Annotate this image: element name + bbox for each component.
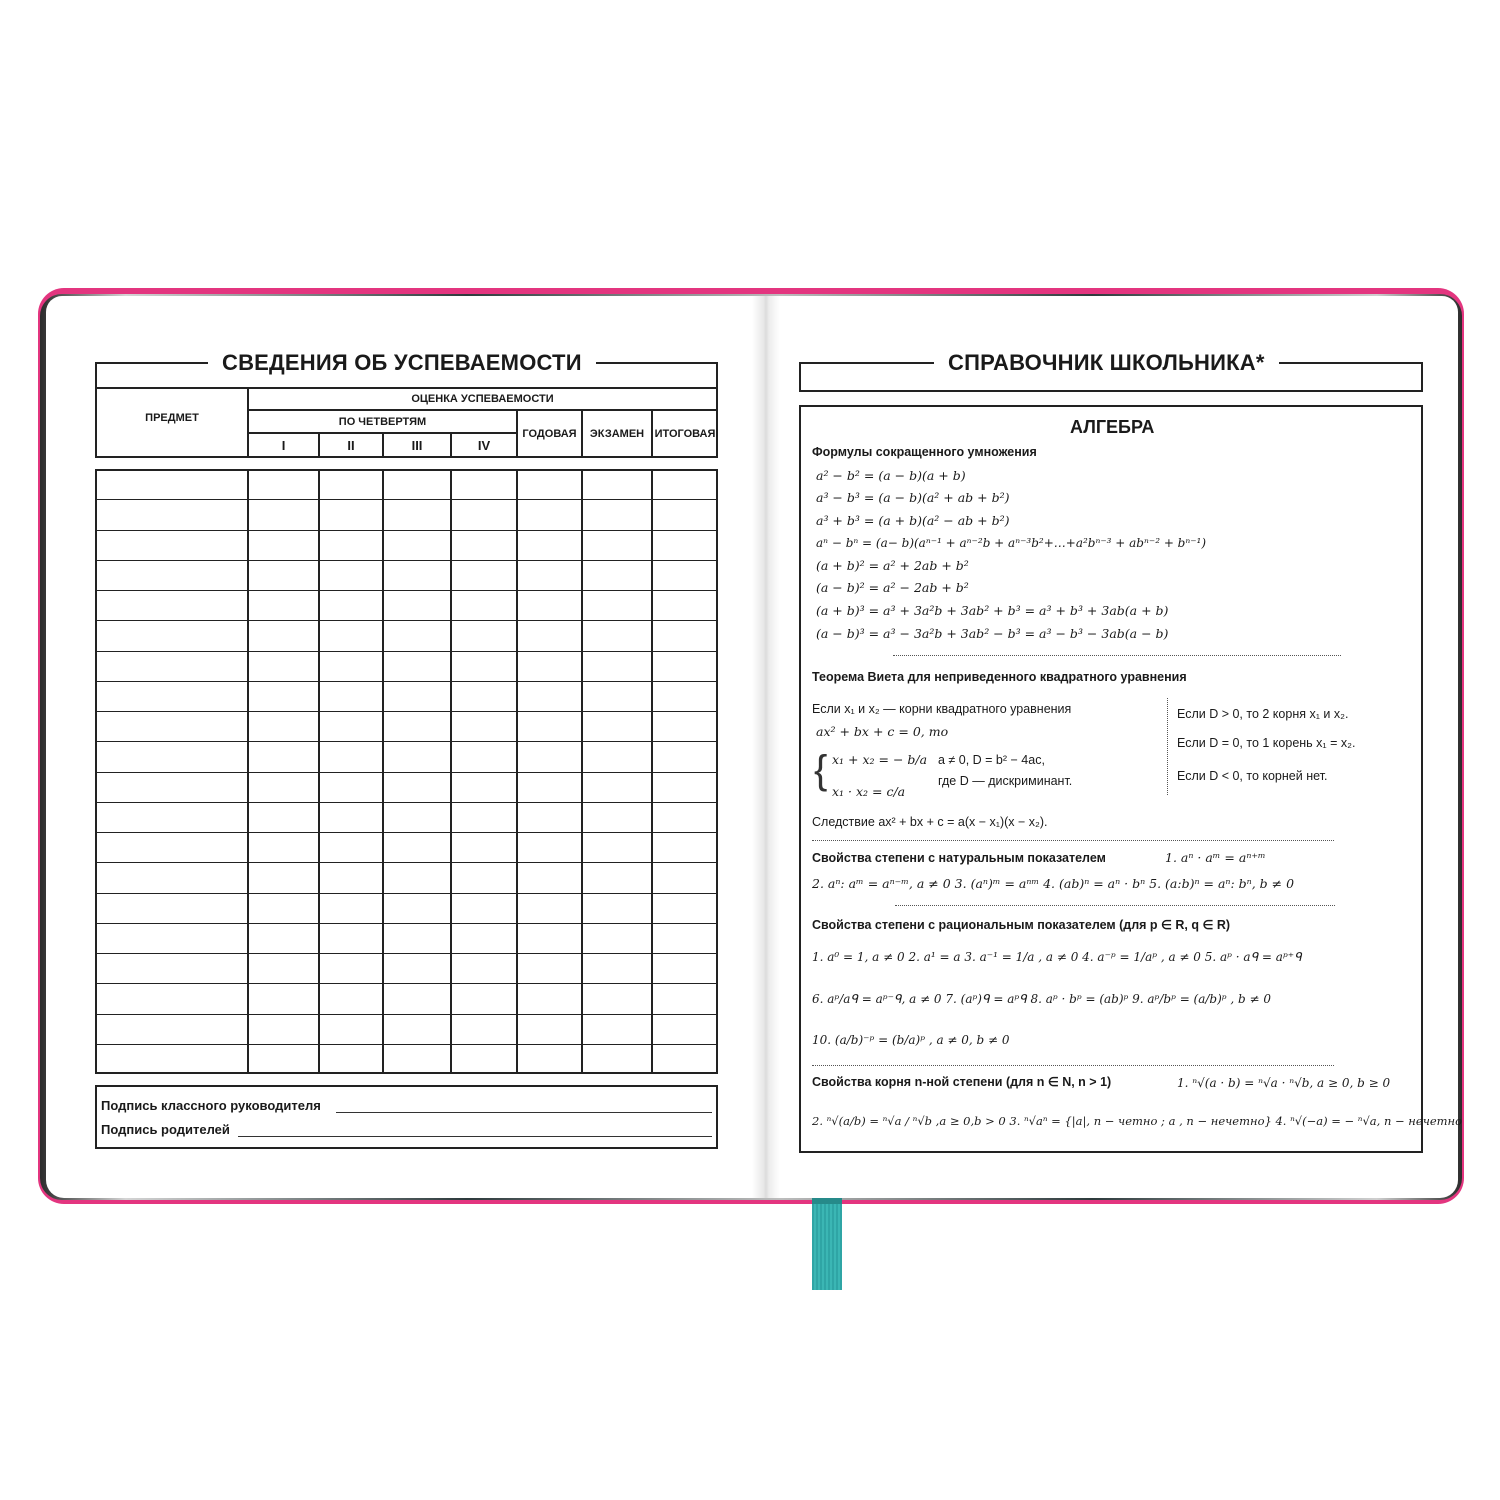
grid-row-line [95, 802, 718, 803]
grid-row-line [95, 983, 718, 984]
grid-row-line [95, 923, 718, 924]
final-header: ИТОГОВАЯ [654, 427, 716, 440]
vieta-line-1: Если x₁ и x₂ — корни квадратного уравнения [812, 702, 1072, 716]
grid-row-line [95, 530, 718, 531]
rat-powers-heading: Свойства степени с рациональным показателем (для p ∈ R, q ∈ R) [812, 918, 1231, 932]
formula-1: a² − b² = (a − b)(a + b) [816, 468, 966, 483]
vieta-brace: { [814, 748, 828, 792]
parents-signature-line[interactable] [238, 1136, 712, 1137]
grid-row-line [95, 681, 718, 682]
teacher-signature-line[interactable] [336, 1112, 712, 1113]
right-page-title: СПРАВОЧНИК ШКОЛЬНИКА* [934, 350, 1279, 376]
vieta-corollary: Следствие ax² + bx + c = a(x − x₁)(x − x₂). [812, 815, 1048, 829]
formula-7: (a + b)³ = a³ + 3a²b + 3ab² + b³ = a³ + b³ + 3ab(a + b) [816, 603, 1169, 618]
annual-header: ГОДОВАЯ [522, 427, 577, 440]
formula-8: (a − b)³ = a³ − 3a²b + 3ab² − b³ = a³ − b³ − 3ab(a − b) [816, 626, 1169, 641]
nat-power-1: 1. aⁿ · aᵐ = aⁿ⁺ᵐ [1165, 850, 1266, 865]
grid-row-line [95, 741, 718, 742]
grid-row-line [95, 560, 718, 561]
quarter-3-header: III [411, 437, 423, 453]
page-gutter [752, 296, 780, 1198]
grid-row-line [95, 1014, 718, 1015]
vieta-heading: Теорема Виета для неприведенного квадратного уравнения [812, 670, 1187, 684]
grid-row-line [95, 620, 718, 621]
formula-5: (a + b)² = a² + 2ab + b² [816, 558, 969, 573]
parents-signature-label: Подпись родителей [101, 1122, 230, 1137]
grid-row-line [95, 832, 718, 833]
grid-row-line [95, 953, 718, 954]
grid-row-line [95, 1044, 718, 1045]
formula-2: a³ − b³ = (a − b)(a² + ab + b²) [816, 490, 1010, 505]
root-property-row: 2. ⁿ√(a/b) = ⁿ√a / ⁿ√b ,a ≥ 0,b > 0 3. ⁿ√aⁿ = {|a|, n − четно ; a , n − нечетно} 4. ⁿ√(−a) = − ⁿ√a, n − нечетно [812, 1114, 1463, 1128]
nat-powers-heading: Свойства степени с натуральным показателем [812, 851, 1106, 865]
vieta-system-sum: x₁ + x₂ = − b/a [832, 752, 928, 767]
rat-power-row-3: 10. (a/b)⁻ᵖ = (b/a)ᵖ , a ≠ 0, b ≠ 0 [812, 1033, 1010, 1047]
grades-header: ОЦЕНКА УСПЕВАЕМОСТИ [411, 393, 554, 405]
formula-3: a³ + b³ = (a + b)(a² − ab + b²) [816, 513, 1010, 528]
rat-power-row-1: 1. a⁰ = 1, a ≠ 0 2. a¹ = a 3. a⁻¹ = 1/a , a ≠ 0 4. a⁻ᵖ = 1/aᵖ , a ≠ 0 5. aᵖ · aᑫ = aᵖ⁺ᑫ [812, 950, 1302, 964]
quarter-2-header: II [347, 437, 355, 453]
roots-heading: Свойства корня n-ной степени (для n ∈ N, n > 1) [812, 1075, 1112, 1089]
left-page-title: СВЕДЕНИЯ ОБ УСПЕВАЕМОСТИ [208, 350, 596, 376]
grid-row-line [95, 893, 718, 894]
grid-row-line [95, 499, 718, 500]
grid-row-line [95, 772, 718, 773]
root-property-1: 1. ⁿ√(a · b) = ⁿ√a · ⁿ√b, a ≥ 0, b ≥ 0 [1177, 1076, 1391, 1090]
vieta-line-2: ax² + bx + c = 0, то [816, 724, 949, 739]
formula-6: (a − b)² = a² − 2ab + b² [816, 580, 969, 595]
nat-power-row: 2. aⁿ: aᵐ = aⁿ⁻ᵐ, a ≠ 0 3. (aⁿ)ᵐ = aⁿᵐ 4. (ab)ⁿ = aⁿ · bⁿ 5. (a:b)ⁿ = aⁿ: bⁿ, b ≠ 0 [812, 876, 1295, 891]
vieta-system-product: x₁ · x₂ = c/a [832, 784, 906, 799]
grid-row-line [95, 862, 718, 863]
teacher-signature-label: Подпись классного руководителя [101, 1098, 321, 1113]
separator-4 [812, 1065, 1334, 1066]
vieta-condition-1: a ≠ 0, D = b² − 4ac, [938, 753, 1045, 767]
grid-row-line [95, 651, 718, 652]
discriminant-positive: Если D > 0, то 2 корня x₁ и x₂. [1177, 707, 1349, 721]
bookmark-ribbon[interactable] [812, 1198, 842, 1290]
quarters-header: ПО ЧЕТВЕРТЯМ [338, 415, 427, 428]
grid-row-line [95, 590, 718, 591]
quarter-1-header: I [281, 437, 286, 453]
subject-header: ПРЕДМЕТ [145, 411, 199, 424]
algebra-title: АЛГЕБРА [1070, 417, 1155, 437]
vieta-condition-2: где D — дискриминант. [938, 774, 1073, 788]
quarter-4-header: IV [477, 437, 491, 453]
separator-1 [893, 655, 1341, 656]
formula-4: aⁿ − bⁿ = (a− b)(aⁿ⁻¹ + aⁿ⁻²b + aⁿ⁻³b²+…+a²bⁿ⁻³ + abⁿ⁻² + bⁿ⁻¹) [816, 536, 1207, 550]
discriminant-zero: Если D = 0, то 1 корень x₁ = x₂. [1177, 736, 1356, 750]
short-mult-heading: Формулы сокращенного умножения [812, 445, 1037, 459]
discriminant-negative: Если D < 0, то корней нет. [1177, 769, 1328, 783]
exam-header: ЭКЗАМЕН [589, 427, 645, 440]
vieta-divider [1167, 698, 1168, 795]
separator-3 [895, 905, 1335, 906]
signature-box [95, 1085, 718, 1149]
grid-row-line [95, 711, 718, 712]
rat-power-row-2: 6. aᵖ/aᑫ = aᵖ⁻ᑫ, a ≠ 0 7. (aᵖ)ᑫ = aᵖᑫ 8. aᵖ · bᵖ = (ab)ᵖ 9. aᵖ/bᵖ = (a/b)ᵖ , b ≠ 0 [812, 992, 1272, 1006]
separator-2 [812, 840, 1334, 841]
